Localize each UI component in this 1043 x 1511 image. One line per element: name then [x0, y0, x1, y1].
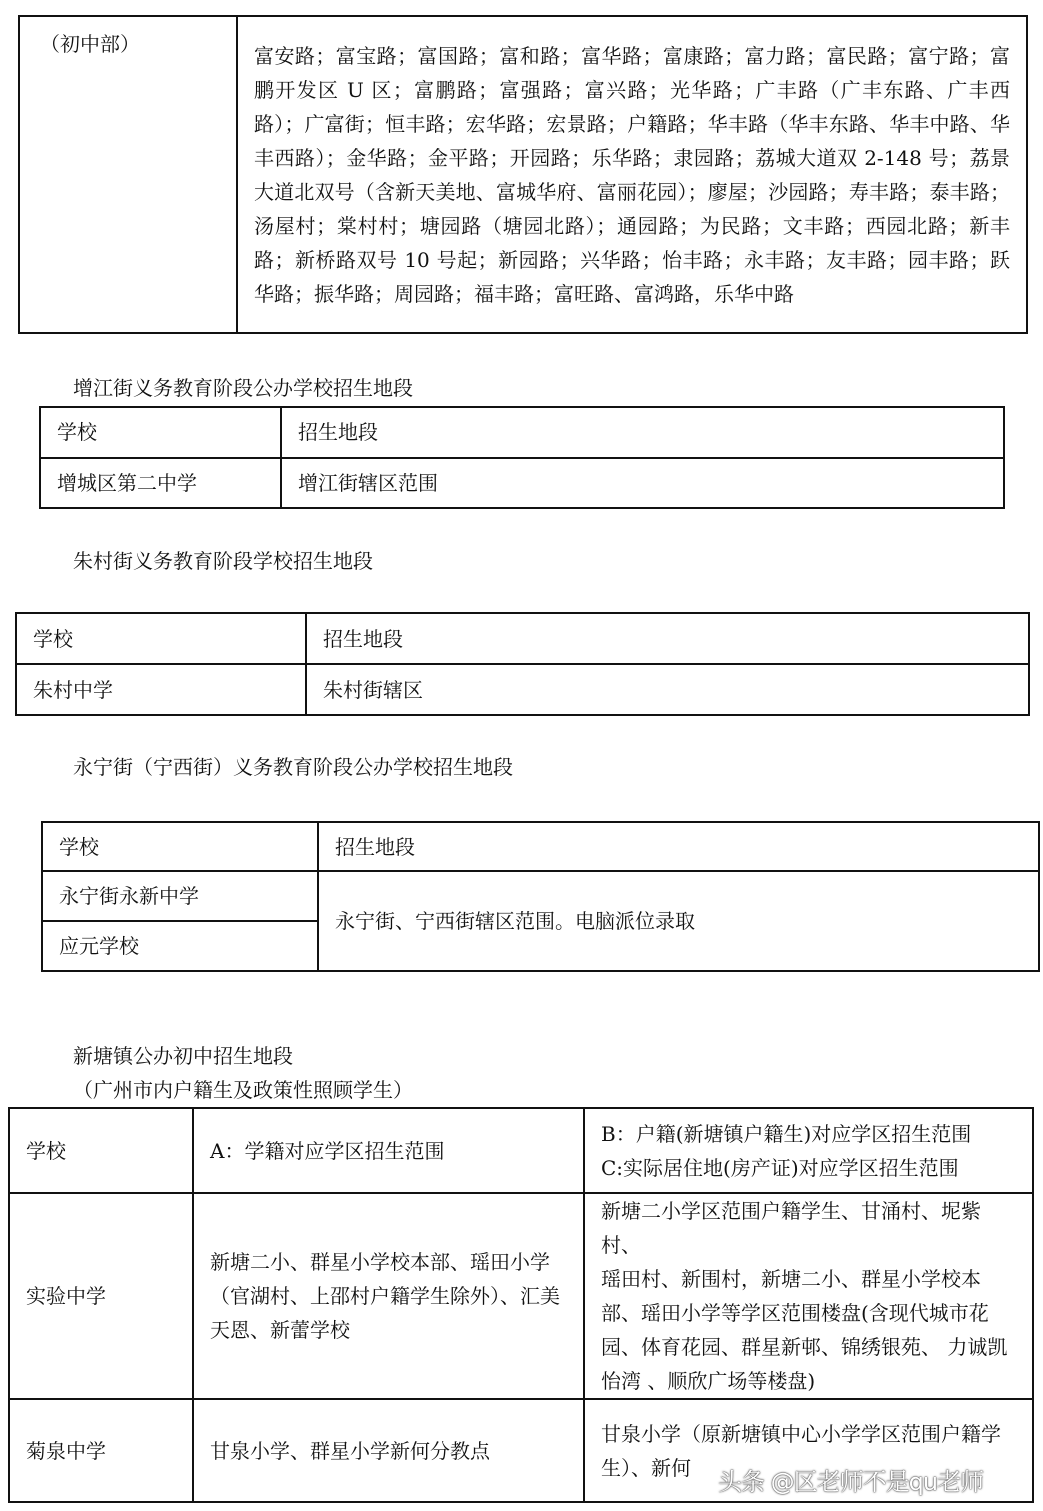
- header-line: C:实际居住地(房产证)对应学区招生范围: [601, 1155, 959, 1180]
- table-zhucun: [15, 612, 1030, 716]
- table-row: [16, 664, 1029, 715]
- school-cell: 增城区第二中学: [40, 458, 281, 509]
- area-line: 甘泉小学（原新塘镇中心小学学区范围户籍学生）、新何: [601, 1421, 1001, 1480]
- area-cell: 朱村街辖区: [306, 664, 1029, 715]
- header-cell: 招生地段: [318, 822, 1039, 871]
- area-cell: 富安路；富宝路；富国路；富和路；富华路；富康路；富力路；富民路；富宁路；富鹏开发区 U 区；富鹏路；富强路；富兴路；光华路；广丰路（广丰东路、广丰西路）；广富街；恒丰路；宏华路；宏景路；户籍路；华丰路（华丰东路、华丰中路、华丰西路）；金华路；金平路；开园路；乐华路；隶园路；荔城大道双 2-148 号；荔景大道北双号（含新天美地、富城华府、富丽花园）；廖屋；沙园路；寿丰路；泰丰路；汤屋村；棠村村；塘园路（塘园北路）；通园路；为民路；文丰路；西园北路；新丰路；新桥路双号 10 号起；新园路；兴华路；怡丰路；永丰路；友丰路；园丰路；跃华路；振华路；周园路；福丰路；富旺路、富鸿路，乐华中路: [237, 16, 1027, 333]
- school-cell: 菊泉中学: [9, 1399, 193, 1502]
- table-zengjiang: [39, 406, 1005, 509]
- header-cell: 学校: [42, 822, 318, 871]
- area-a-cell: 新塘二小、群星小学校本部、瑶田小学（官湖村、上邵村户籍学生除外）、汇美天恩、新蕾学校: [193, 1193, 584, 1399]
- area-cell: 增江街辖区范围: [281, 458, 1004, 509]
- school-cell: 朱村中学: [16, 664, 306, 715]
- school-cell: 应元学校: [42, 921, 318, 971]
- area-cell: 永宁街、宁西街辖区范围。电脑派位录取: [318, 871, 1039, 971]
- school-cell: 永宁街永新中学: [42, 871, 318, 921]
- header-cell: 招生地段: [306, 613, 1029, 664]
- table-chuzhongbu: [18, 15, 1028, 334]
- table-header-row: [40, 407, 1004, 458]
- section-heading: 朱村街义务教育阶段学校招生地段: [73, 549, 373, 573]
- section-heading: 永宁街（宁西街）义务教育阶段公办学校招生地段: [73, 755, 513, 779]
- table-row: [40, 458, 1004, 509]
- school-cell: 实验中学: [9, 1193, 193, 1399]
- school-cell: （初中部）: [19, 16, 237, 333]
- section-heading: 增江街义务教育阶段公办学校招生地段: [73, 376, 413, 400]
- header-cell: 学校: [40, 407, 281, 458]
- header-cell: 学校: [16, 613, 306, 664]
- watermark: 头条 @区老师不是qu老师: [718, 1468, 984, 1496]
- table-header-row: [16, 613, 1029, 664]
- header-cell: 学校: [9, 1108, 193, 1193]
- area-line: 新塘二小学区范围户籍学生、甘涌村、坭紫村、: [601, 1199, 981, 1257]
- section-heading: 新塘镇公办初中招生地段: [73, 1044, 293, 1068]
- table-xintang: [8, 1107, 1034, 1503]
- area-line: 瑶田村、新围村，新塘二小、群星小学校本部、瑶田小学等学区范围楼盘(含现代城市花园、体育花园、群星新邨、锦绣银苑、 力诚凯怡湾 、顺欣广场等楼盘): [601, 1267, 1008, 1393]
- header-cell: A：学籍对应学区招生范围: [193, 1108, 584, 1193]
- header-line: B：户籍(新塘镇户籍生)对应学区招生范围: [601, 1121, 972, 1146]
- section-subheading: （广州市内户籍生及政策性照顾学生）: [73, 1078, 413, 1102]
- header-cell: [584, 1108, 1033, 1193]
- table-yongning: [41, 821, 1040, 972]
- table-row: [42, 871, 1039, 921]
- table-row: [9, 1193, 1033, 1399]
- header-cell: 招生地段: [281, 407, 1004, 458]
- table-header-row: [9, 1108, 1033, 1193]
- table-row: [19, 16, 1027, 333]
- table-header-row: [42, 822, 1039, 871]
- area-a-cell: 甘泉小学、群星小学新何分教点: [193, 1399, 584, 1502]
- area-bc-cell: [584, 1193, 1033, 1399]
